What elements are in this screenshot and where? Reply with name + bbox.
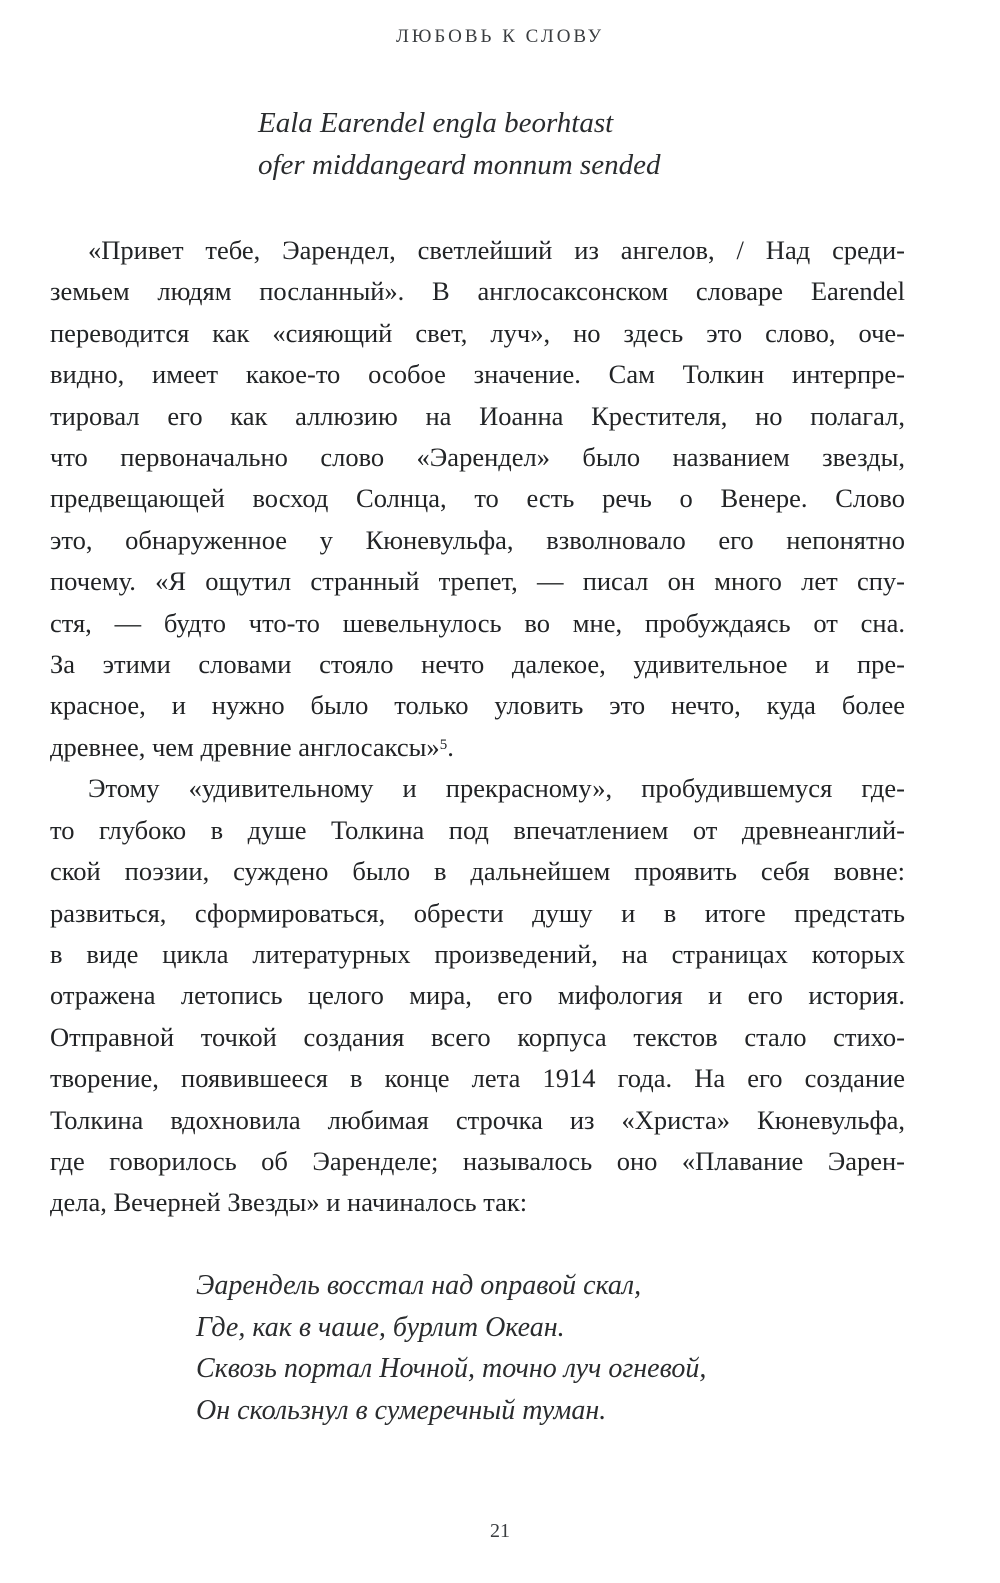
verse-line: Эарендель восстал над оправой скал, — [196, 1270, 642, 1301]
text-line: красное, и нужно было только уловить это нечто, куда более — [50, 690, 905, 721]
paragraph-2 — [50, 768, 905, 1223]
verse-line: Где, как в чаше, бурлит Океан. — [196, 1311, 565, 1343]
text-line: Отправной точкой создания всего корпуса текстов стало стихо- — [50, 1021, 905, 1052]
epigraph — [258, 102, 660, 186]
text-line: предвещающей восход Солнца, то есть речь о Венере. Слово — [50, 483, 905, 514]
text-line: творение, появившееся в конце лета 1914 года. На его создание — [50, 1063, 905, 1094]
text-line: земьем людям посланный». В англосаксонском словаре Earendel — [50, 276, 905, 307]
text-line: ской поэзии, суждено было в дальнейшем проявить себя вовне: — [50, 856, 905, 887]
text-line: Этому «удивительному и прекрасному», пробудившемуся где- — [88, 773, 905, 804]
text-line: в виде цикла литературных произведений, на страницах которых — [50, 938, 905, 969]
text-line: видно, имеет какое-то особое значение. Сам Толкин интерпре- — [50, 359, 905, 390]
text-line: почему. «Я ощутил странный трепет, — писал он много лет спу- — [50, 566, 905, 597]
text-line: отражена летопись целого мира, его мифология и его история. — [50, 980, 905, 1011]
verse-line: Сквозь портал Ночной, точно луч огневой, — [196, 1353, 707, 1384]
text-line: тировал его как аллюзию на Иоанна Крестителя, но полагал, — [50, 400, 905, 431]
epigraph-line: Eala Earendel engla beorhtast — [258, 107, 614, 139]
text-line — [50, 727, 905, 768]
body-text — [50, 230, 905, 1224]
footnote-ref[interactable]: 5 — [439, 736, 448, 753]
verse — [196, 1265, 706, 1431]
text-line: Толкина вдохновила любимая строчка из «Христа» Кюневульфа, — [50, 1104, 905, 1135]
text-line: где говорилось об Эаренделе; называлось оно «Плавание Эарен- — [50, 1145, 905, 1176]
text-line: переводится как «сияющий свет, луч», но здесь это слово, оче- — [50, 317, 905, 348]
text-line: стя, — будто что-то шевельнулось во мне, пробуждаясь от сна. — [50, 607, 905, 638]
text-line: развиться, сформироваться, обрести душу и в итоге предстать — [50, 897, 905, 928]
text-line: что первоначально слово «Эарендел» было названием звезды, — [50, 442, 905, 473]
text-line: это, обнаруженное у Кюневульфа, взволновало его непонятно — [50, 524, 905, 555]
epigraph-line: ofer middangeard monnum sended — [258, 149, 661, 181]
running-head: ЛЮБОВЬ К СЛОВУ — [395, 26, 605, 47]
paragraph-1 — [50, 230, 905, 768]
page-number: 21 — [490, 1520, 510, 1542]
text-line-content: древнее, чем древние англосаксы» — [50, 731, 440, 762]
text-line: то глубоко в душе Толкина под впечатлением от древнеанглий- — [50, 814, 905, 845]
closing-punctuation: . — [447, 731, 454, 762]
verse-line: Он скользнул в сумеречный туман. — [196, 1394, 607, 1426]
text-line: «Привет тебе, Эарендел, светлейший из ангелов, / Над среди- — [88, 235, 905, 265]
text-line: дела, Вечерней Звезды» и начиналось так: — [50, 1187, 528, 1218]
text-line: За этими словами стояло нечто далекое, удивительное и пре- — [50, 649, 905, 680]
